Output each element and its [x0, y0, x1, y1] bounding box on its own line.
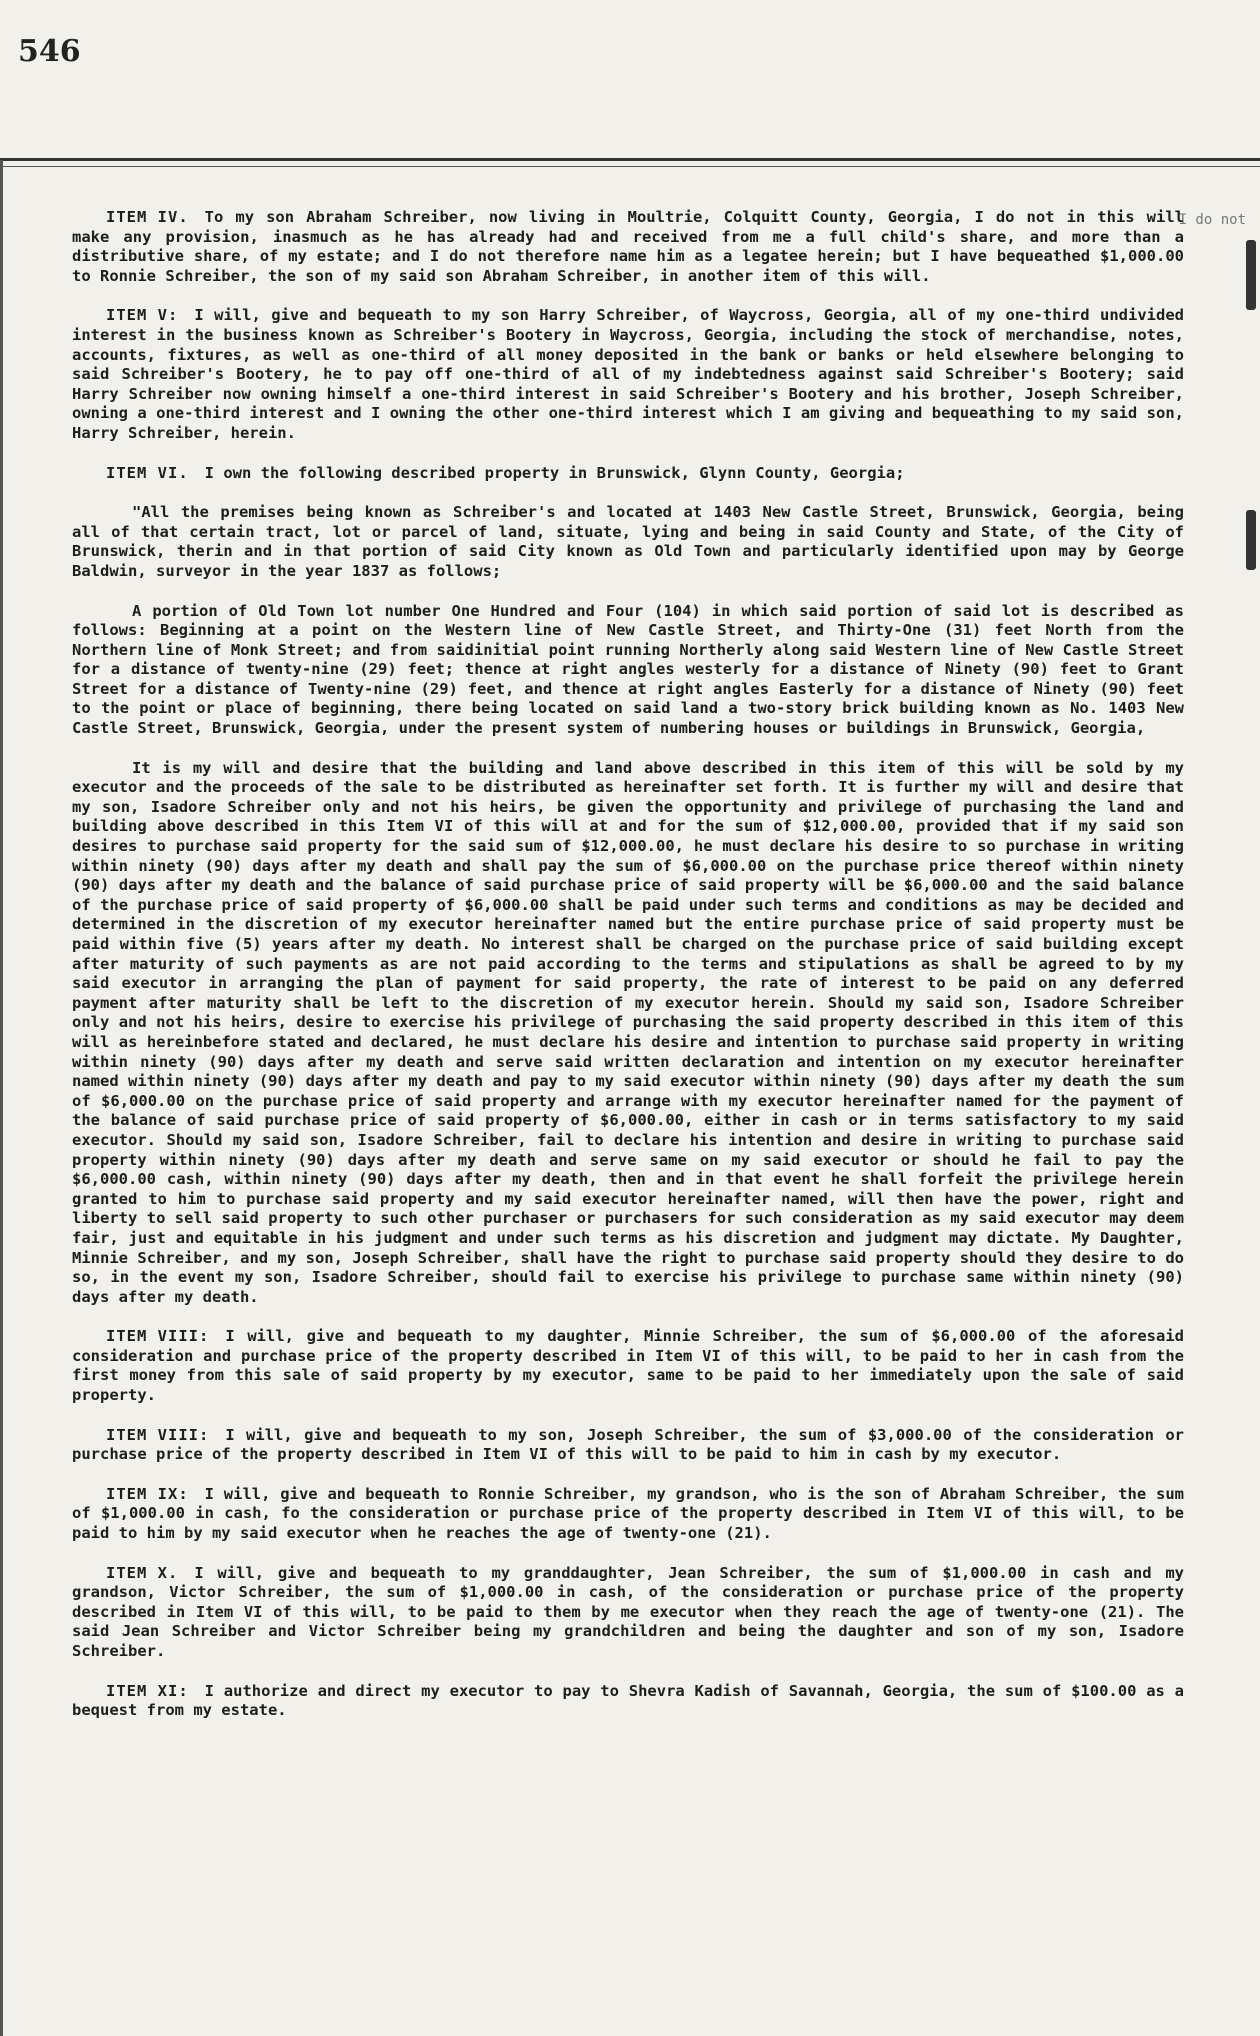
- item-vi-quote-2-text: A portion of Old Town lot number One Hundred and Four (104) in which said portion of said lot is described as follows: Beginning at a point on the Western line of New Castle Street, and Thirty-One (31) feet North from the Northern line of Monk Street; and from saidinitial point running Northerly along said Western line of New Castle Street for a distance of twenty-nine (29) feet; thence at right angles westerly for a distance of Ninety (90) feet to Grant Street for a distance of Twenty-nine (29) feet, and thence at right angles Easterly for a distance of Ninety (90) feet to the point or place of beginning, there being located on said land a two-story brick building known as No. 1403 New Castle Street, Brunswick, Georgia, under the present system of numbering houses or buildings in Brunswick, Georgia,: [72, 601, 1184, 738]
- item-ix-paragraph: [72, 1485, 1184, 1544]
- item-xi-text: I authorize and direct my executor to pay to Shevra Kadish of Savannah, Georgia, the sum of $100.00 as a bequest from my estate.: [72, 1681, 1184, 1720]
- item-x-paragraph: [72, 1564, 1184, 1662]
- binder-tab-mark: [1246, 510, 1256, 570]
- item-viii-label: ITEM VIII:: [106, 1425, 210, 1444]
- item-vi-quote-1-text: "All the premises being known as Schreiber's and located at 1403 New Castle Street, Brunswick, Georgia, being all of that certain tract, lot or parcel of land, situate, lying and being in said County and State, of the City of Brunswick, therin and in that portion of said City known as Old Town and particularly identified upon may by George Baldwin, surveyor in the year 1837 as follows;: [72, 503, 1184, 580]
- item-viii-paragraph: [72, 1426, 1184, 1465]
- will-text: [72, 208, 1184, 1741]
- item-vi-quote-1: [72, 503, 1184, 581]
- item-vii-text: I will, give and bequeath to my daughter, Minnie Schreiber, the sum of $6,000.00 of the aforesaid consideration and purchase price of the property described in Item VI of this will, to be paid to her in cash from the first money from this sale of said property by my executor, same to be paid to her immediately upon the sale of said property.: [72, 1327, 1184, 1405]
- item-iv-label: ITEM IV.: [106, 208, 189, 226]
- item-vi-quote-2: [72, 602, 1184, 739]
- item-xi-label: ITEM XI:: [106, 1681, 189, 1700]
- item-v-text: I will, give and bequeath to my son Harry Schreiber, of Waycross, Georgia, all of my one-third undivided interest in the business known as Schreiber's Bootery in Waycross, Georgia, including the stock of merchandise, notes, accounts, fixtures, as well as one-third of all money deposited in the bank or banks or held elsewhere belonging to said Schreiber's Bootery, he to pay off one-third of all of my indebtedness against said Schreiber's Bootery; said Harry Schreiber now owning himself a one-third interest in said Schreiber's Bootery and his brother, Joseph Schreiber, owning a one-third interest and I owning the other one-third interest which I am giving and bequeathing to my said son, Harry Schreiber, herein.: [72, 306, 1184, 442]
- item-x-text: I will, give and bequeath to my granddaughter, Jean Schreiber, the sum of $1,000.00 in cash and my grandson, Victor Schreiber, the sum of $1,000.00 in cash, of the consideration or purchase price of the property described in Item VI of this will, to be paid to them by me executor when they reach the age of twenty-one (21). The said Jean Schreiber and Victor Schreiber being my grandchildren and being the daughter and son of my son, Isadore Schreiber.: [72, 1563, 1184, 1660]
- item-xi-paragraph: [72, 1682, 1184, 1721]
- header-rule-thin: [0, 166, 1260, 167]
- item-vii-label: ITEM VIII:: [106, 1327, 210, 1346]
- item-v-paragraph: [72, 306, 1184, 443]
- item-x-label: ITEM X.: [106, 1563, 179, 1582]
- item-vi-label: ITEM VI.: [106, 463, 189, 482]
- item-v-label: ITEM V:: [106, 306, 179, 325]
- item-ix-text: I will, give and bequeath to Ronnie Schreiber, my grandson, who is the son of Abraham Schreiber, the sum of $1,000.00 in cash, fo the consideration or purchase price of the property described in Item VI of this will, to be paid to him by my said executor when he reaches the age of twenty-one (21).: [72, 1484, 1184, 1543]
- margin-note: I do not: [1178, 212, 1246, 228]
- item-iv-text: To my son Abraham Schreiber, now living in Moultrie, Colquitt County, Georgia, I do not in this will make any provision, inasmuch as he has already had and received from me a full child's share, and more than a distributive share, of my estate; and I do not therefore name him as a legatee herein; but I have bequeathed $1,000.00 to Ronnie Schreiber, the son of my said son Abraham Schreiber, in another item of this will.: [72, 208, 1184, 285]
- item-viii-text: I will, give and bequeath to my son, Joseph Schreiber, the sum of $3,000.00 of the consideration or purchase price of the property described in Item VI of this will to be paid to him in cash by my executor.: [72, 1425, 1184, 1464]
- binder-tab-mark: [1246, 240, 1256, 310]
- item-vi-paragraph-3: [72, 759, 1184, 1308]
- left-border: [0, 160, 3, 2036]
- header-rule: [0, 158, 1260, 161]
- item-iv-paragraph: [72, 208, 1184, 286]
- item-ix-label: ITEM IX:: [106, 1484, 189, 1503]
- item-vi-text: I own the following described property in Brunswick, Glynn County, Georgia;: [204, 463, 905, 482]
- page-number: 546: [18, 34, 81, 69]
- item-vii-paragraph: [72, 1327, 1184, 1405]
- item-vi-para-3-text: It is my will and desire that the building and land above described in this item of this will be sold by my executor and the proceeds of the sale to be distributed as hereinafter set forth. It is further my will and desire that my son, Isadore Schreiber only and not his heirs, be given the opportunity and privilege of purchasing the land and building above described in this Item VI of this will at and for the sum of $12,000.00, provided that if my said son desires to purchase said property for the said sum of $12,000.00, he must declare his desire to so purchase in writing within ninety (90) days after my death and shall pay the sum of $6,000.00 on the purchase price thereof within ninety (90) days after my death and the balance of said purchase price of said property will be $6,000.00 and the said balance of the purchase price of said property of $6,000.00 shall be paid under such terms and conditions as may be decided and determined in the discretion of my executor hereinafter named but the entire purchase price of said property must be paid within five (5) years after my death. No interest shall be charged on the purchase price of said building except after maturity of such payments as are not paid according to the terms and stipulations as shall be agreed to by my said executor in arranging the plan of payment for said property, the rate of interest to be paid on any deferred payment after maturity shall be left to the discretion of my executor herein. Should my said son, Isadore Schreiber only and not his heirs, desire to exercise his privilege of purchasing the said property described in this item of this will as hereinbefore stated and declared, he must declare his desire and intention to purchase said property in writing within ninety (90) days after my death and serve said written declaration and intention on my executor hereinafter named within ninety (90) days after my death and pay to my said executor within ninety (90) days after my death the sum of $6,000.00 on the purchase price of said property and arrange with my executor hereinafter named for the payment of the balance of said purchase price of said property of $6,000.00, either in cash or in terms satisfactory to my said executor. Should my said son, Isadore Schreiber, fail to declare his intention and desire in writing to purchase said property within ninety (90) days after my death and serve same on my said executor or should he fail to pay the $6,000.00 cash, within ninety (90) days after my death, then and in that event he shall forfeit the privilege herein granted to him to purchase said property and my said executor hereinafter named, will then have the power, right and liberty to sell said property to such other purchaser or purchasers for such consideration as my said executor may deem fair, just and equitable in his judgment and under such terms as his discretion and judgment may dictate. My Daughter, Minnie Schreiber, and my son, Joseph Schreiber, shall have the right to purchase said property should they desire to do so, in the event my son, Isadore Schreiber, should fail to exercise his privilege to purchase same within ninety (90) days after my death.: [72, 758, 1184, 1306]
- item-vi-paragraph: [72, 464, 1184, 484]
